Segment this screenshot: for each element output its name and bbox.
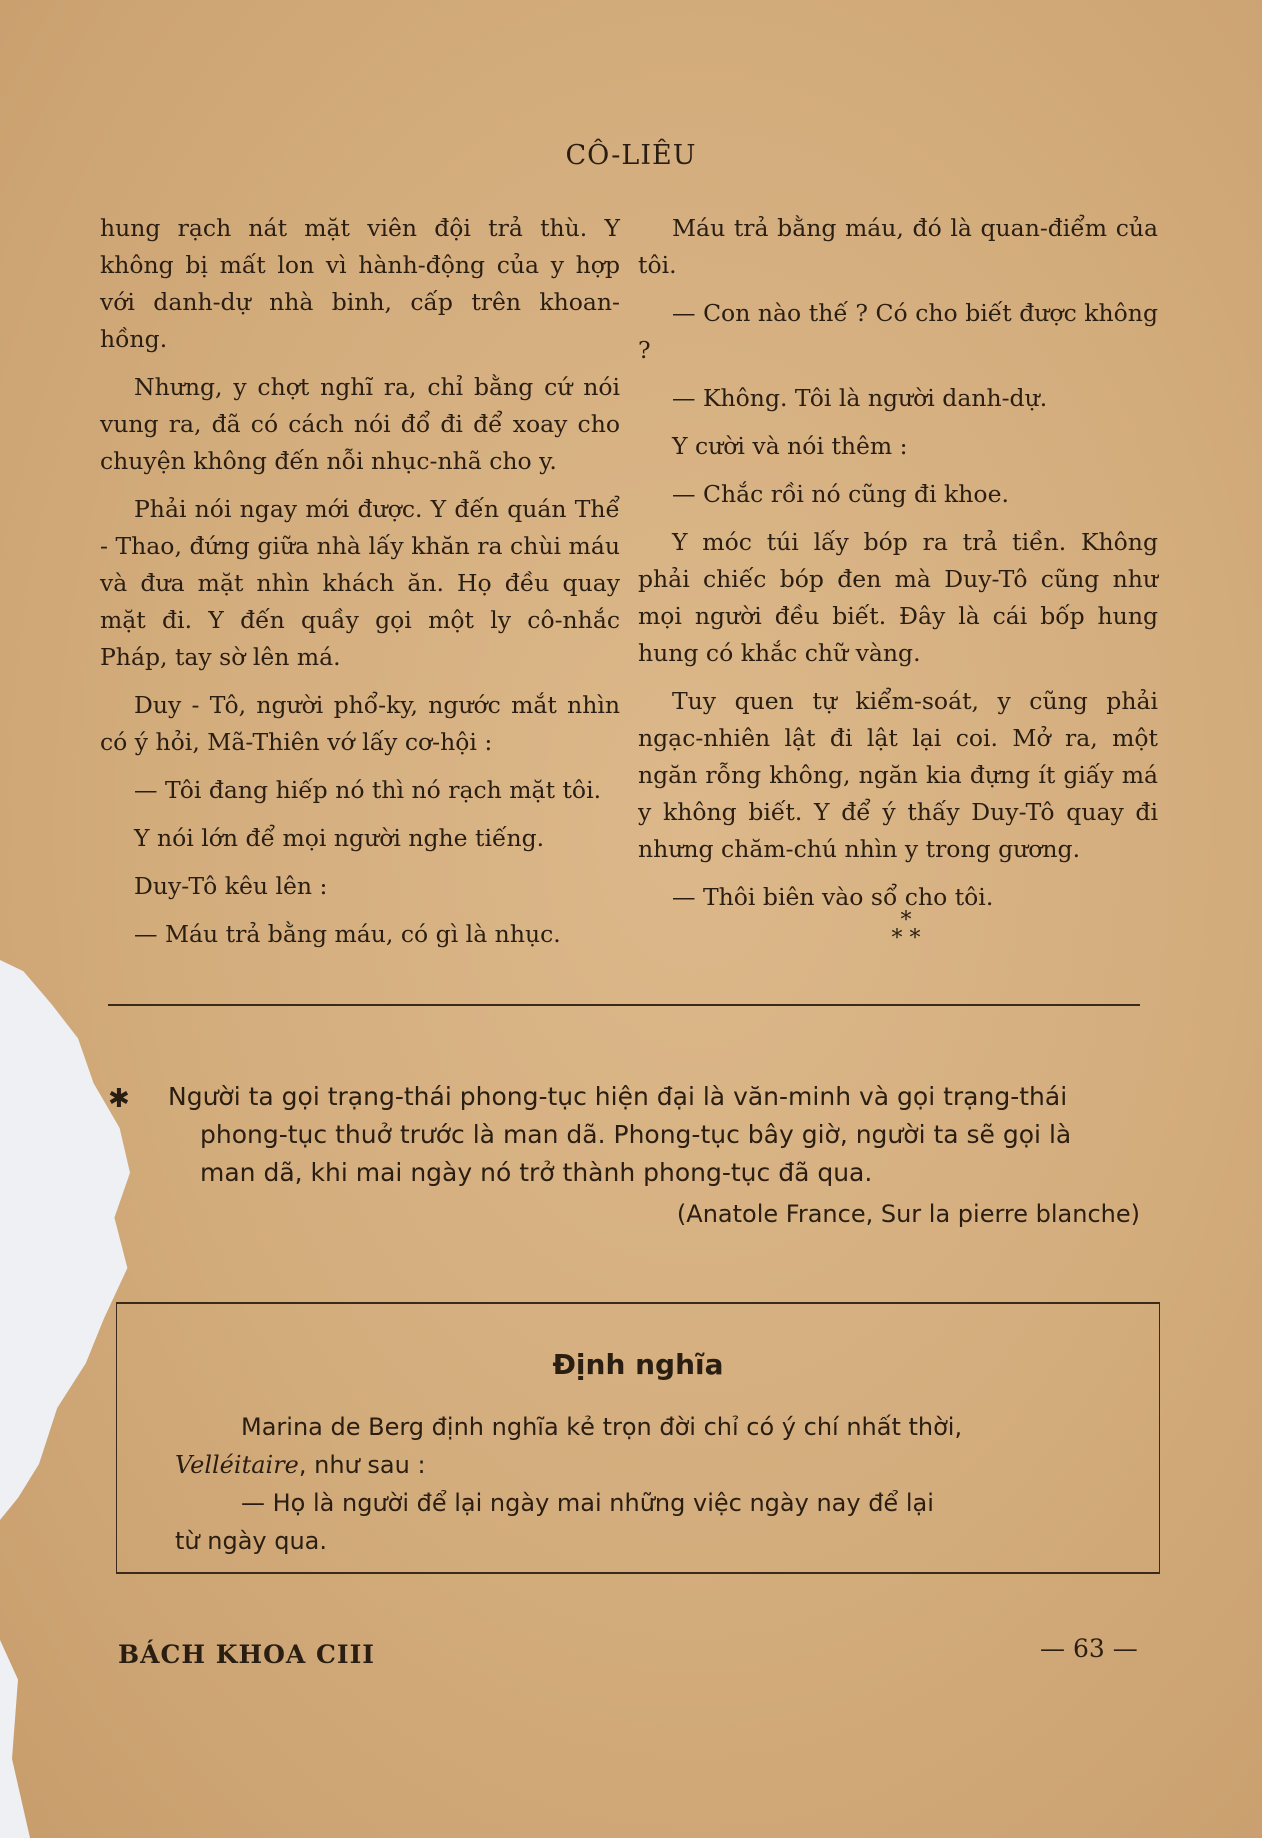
paragraph: — Máu trả bằng máu, có gì là nhục. bbox=[134, 920, 561, 948]
asterisk-icon: ✱ bbox=[108, 1084, 130, 1114]
paragraph: hung rạch nát mặt viên đội trả thù. Y không bị mất lon vì hành-động của y hợp với danh-dự nhà binh, cấp trên khoan-hồng. bbox=[100, 214, 620, 353]
paragraph: Nhưng, y chợt nghĩ ra, chỉ bằng cứ nói vung ra, đã có cách nói đổ đi để xoay cho chuyện không đến nỗi nhục-nhã cho y. bbox=[100, 373, 620, 475]
separator-top: * bbox=[900, 908, 912, 933]
box-line: Marina de Berg định nghĩa kẻ trọn đời chỉ có ý chí nhất thời, bbox=[241, 1413, 963, 1441]
box-line bbox=[175, 1446, 1115, 1484]
paragraph: — Không. Tôi là người danh-dự. bbox=[672, 384, 1048, 412]
running-header: CÔ-LIÊU bbox=[565, 140, 697, 171]
torn-edge bbox=[0, 960, 130, 1520]
box-title: Định nghĩa bbox=[552, 1348, 724, 1381]
paragraph: — Con nào thế ? Có cho biết được không ? bbox=[638, 299, 1158, 364]
page-number: — 63 — bbox=[1040, 1634, 1138, 1663]
paragraph: Máu trả bằng máu, đó là quan-điểm của tôi. bbox=[638, 214, 1158, 279]
quote-source: (Anatole France, Sur la pierre blanche) bbox=[676, 1200, 1140, 1228]
paragraph: Y cười và nói thêm : bbox=[672, 432, 908, 460]
definition-term: Velléitaire bbox=[175, 1451, 299, 1479]
quotation bbox=[108, 1078, 1158, 1192]
paragraph: Duy-Tô kêu lên : bbox=[134, 872, 328, 900]
paragraph: Phải nói ngay mới được. Y đến quán Thể - Thao, đứng giữa nhà lấy khăn ra chùi máu và đưa mặt nhìn khách ăn. Họ đều quay mặt đi. Y đến quầy gọi một ly cô-nhắc Pháp, tay sờ lên má. bbox=[100, 495, 620, 671]
box-line: — Họ là người để lại ngày mai những việc ngày nay để lại bbox=[241, 1489, 934, 1517]
paragraph: — Thôi biên vào sổ cho tôi. bbox=[672, 883, 994, 911]
box-body bbox=[175, 1408, 1115, 1560]
paragraph: Tuy quen tự kiểm-soát, y cũng phải ngạc-nhiên lật đi lật lại coi. Mở ra, một ngăn rỗng không, ngăn kia đựng ít giấy má y không biết. Y để ý thấy Duy-Tô quay đi nhưng chăm-chú nhìn y trong gương. bbox=[638, 687, 1158, 863]
paragraph: — Tôi đang hiếp nó thì nó rạch mặt tôi. bbox=[134, 776, 602, 804]
box-line: từ ngày qua. bbox=[175, 1527, 328, 1555]
paragraph: Duy - Tô, người phổ-ky, ngước mắt nhìn có ý hỏi, Mã-Thiên vớ lấy cơ-hội : bbox=[100, 691, 620, 756]
right-column bbox=[638, 210, 1158, 927]
quote-line: phong-tục thuở trước là man dã. Phong-tục bây giờ, người ta sẽ gọi là bbox=[200, 1120, 1072, 1149]
definition-box bbox=[116, 1302, 1160, 1574]
horizontal-rule bbox=[108, 1004, 1140, 1006]
publication-name: BÁCH KHOA CIII bbox=[118, 1640, 375, 1669]
section-separator bbox=[876, 908, 936, 951]
quote-line: man dã, khi mai ngày nó trở thành phong-tục đã qua. bbox=[200, 1158, 873, 1187]
box-line-rest: , như sau : bbox=[298, 1451, 426, 1479]
paragraph: Y nói lớn để mọi người nghe tiếng. bbox=[134, 824, 545, 852]
paragraph: Y móc túi lấy bóp ra trả tiền. Không phải chiếc bóp đen mà Duy-Tô cũng như mọi người đều biết. Đây là cái bốp hung hung có khắc chữ vàng. bbox=[638, 528, 1158, 667]
separator-bottom: * * bbox=[891, 926, 921, 951]
quote-line: Người ta gọi trạng-thái phong-tục hiện đại là văn-minh và gọi trạng-thái bbox=[168, 1082, 1068, 1111]
torn-edge-bottom bbox=[0, 1640, 30, 1838]
paragraph: — Chắc rồi nó cũng đi khoe. bbox=[672, 480, 1009, 508]
left-column bbox=[100, 210, 620, 964]
